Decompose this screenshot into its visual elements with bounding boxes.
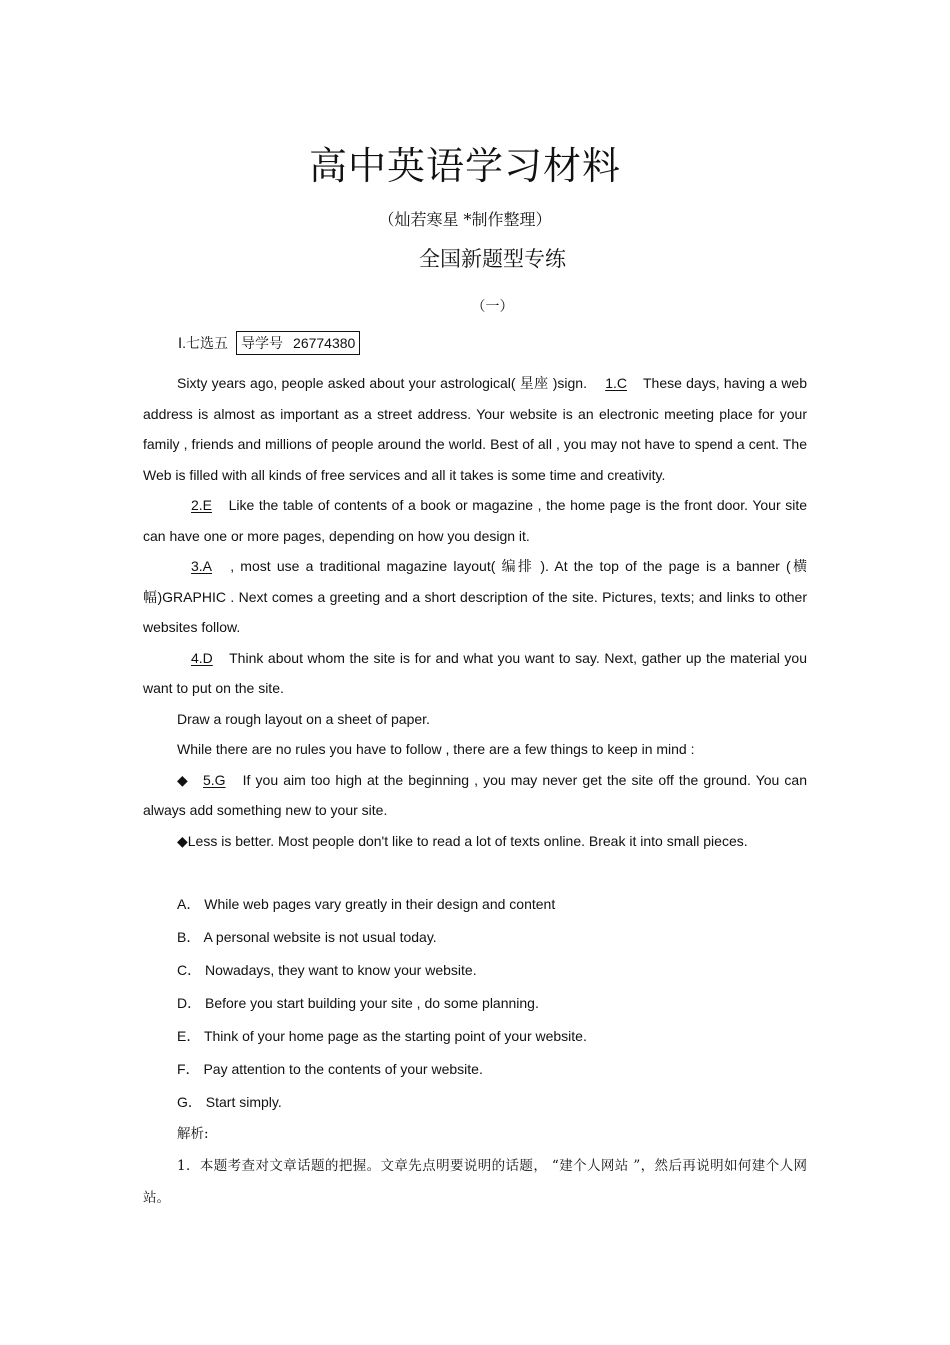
option-a: A． While web pages vary greatly in their design and content <box>177 896 556 912</box>
paragraph-text: Think about whom the site is for and what you want to say. Next, gather up the material you want to put on the site. <box>143 649 807 696</box>
answer-blank-4: 4.D <box>191 649 213 666</box>
passage-paragraph-1 <box>143 368 807 490</box>
guide-label: 导学号 <box>241 335 284 351</box>
answer-blank-5: 5.G <box>202 771 226 788</box>
passage-paragraph-3 <box>143 551 807 643</box>
answer-blank-2: 2.E <box>191 497 213 513</box>
option-f: F． Pay attention to the contents of your website. <box>177 1061 483 1077</box>
section-label: Ⅰ.七选五 <box>178 335 229 351</box>
analysis-item-1: 1．本题考查对文章话题的把握。文章先点明要说明的话题， “建个人网站 ”，然后再说明如何建个人网站。 <box>143 1158 807 1206</box>
document-title: 高中英语学习材料 <box>308 144 621 188</box>
part-number: （一） <box>471 298 514 314</box>
analysis-label: 解析: <box>177 1126 209 1142</box>
paragraph-text: If you aim too high at the beginning , you may never get the site off the ground. You can always add something new to your site. <box>143 771 808 818</box>
passage-paragraph-5: Draw a rough layout on a sheet of paper. <box>177 710 430 727</box>
passage-paragraph-2 <box>143 490 807 551</box>
guide-number-box <box>236 331 360 355</box>
section-label-line <box>178 331 360 355</box>
paragraph-text: Sixty years ago, people asked about your astrological( 星座 )sign. <box>177 375 587 391</box>
answer-options <box>177 888 587 1119</box>
passage-paragraph-6: While there are no rules you have to follow , there are a few things to keep in mind : <box>177 741 695 757</box>
paragraph-text: Like the table of contents of a book or magazine , the home page is the front door. Your site can have one or more pages, depending on how you design it. <box>143 497 807 544</box>
paragraph-text: These days, having a web address is almost as important as a street address. Your website is an electronic meeting place for your family , friends and millions of people around the world. Best of all , you may not have to spend a cent. The Web is filled with all kinds of free services and all it takes is some time and creativity. <box>143 375 808 483</box>
option-d: D． Before you start building your site , do some planning. <box>177 995 539 1011</box>
passage-paragraph-7 <box>143 765 807 826</box>
passage-paragraph-4 <box>143 643 807 704</box>
option-g: G． Start simply. <box>177 1094 282 1110</box>
option-b: B． A personal website is not usual today. <box>177 929 437 945</box>
diamond-bullet-icon: ◆ <box>177 771 189 788</box>
paragraph-text: , most use a traditional magazine layout( 编排 ). At the top of the page is a banner (横幅)GRAPHIC . Next comes a greeting and a short description of the site. Pictures, texts; and links to other websites follow. <box>143 558 808 635</box>
reading-passage <box>143 368 807 856</box>
option-c: C． Nowadays, they want to know your website. <box>177 962 477 978</box>
section-heading: 全国新题型专练 <box>419 247 566 271</box>
document-subtitle: （灿若寒星 *制作整理） <box>378 210 552 229</box>
guide-number: 26774380 <box>293 335 356 351</box>
passage-paragraph-8: ◆Less is better. Most people don't like to read a lot of texts online. Break it into small pieces. <box>177 832 748 849</box>
answer-blank-1: 1.C <box>605 375 627 391</box>
option-e: E． Think of your home page as the starting point of your website. <box>177 1028 587 1044</box>
analysis-section <box>143 1118 807 1214</box>
answer-blank-3: 3.A <box>191 558 213 574</box>
